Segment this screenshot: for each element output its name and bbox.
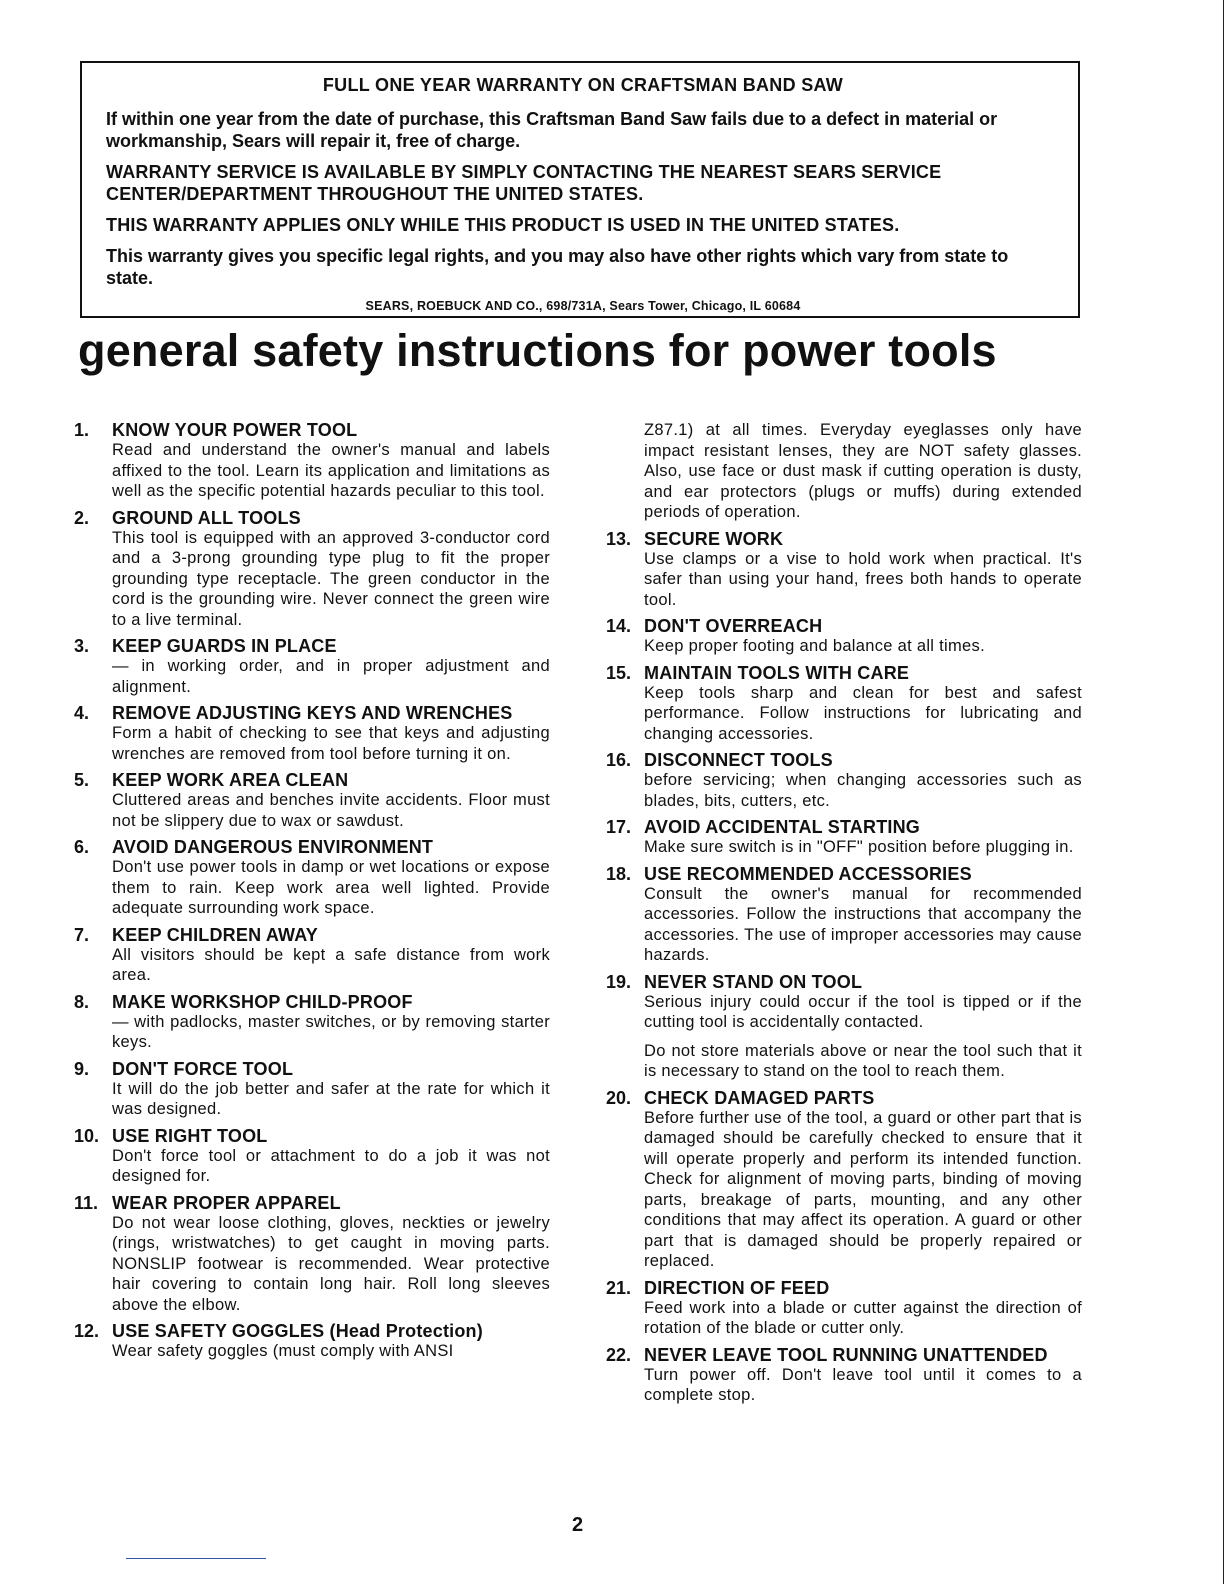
item-text: All visitors should be kept a safe distance from work area.: [112, 945, 550, 984]
item-heading: DISCONNECT TOOLS: [644, 750, 833, 770]
item-heading: MAINTAIN TOOLS WITH CARE: [644, 662, 910, 683]
item-number: 9.: [74, 1058, 90, 1079]
item-heading: KEEP WORK AREA CLEAN: [112, 770, 349, 790]
item-heading: AVOID DANGEROUS ENVIRONMENT: [112, 837, 434, 857]
safety-item: [606, 529, 1082, 611]
safety-item: [606, 864, 1082, 966]
safety-item: [74, 992, 550, 1053]
item-heading: CHECK DAMAGED PARTS: [644, 1087, 875, 1108]
item-text: Cluttered areas and benches invite accidents. Floor must not be slippery due to wax or sawdust.: [112, 791, 550, 830]
warranty-box: [80, 61, 1080, 318]
item-text: Serious injury could occur if the tool is tipped or if the cutting tool is accidentally contacted.: [644, 992, 1082, 1031]
safety-item: [74, 1126, 550, 1187]
item-text: Before further use of the tool, a guard or other part that is damaged should be carefully checked to ensure that it will operate properly and perform its intended function. Check for alignment of moving parts, binding of moving parts, breakage of parts, mounting, and any other conditions that may affect its operation. A guard or other part that is damaged should be properly repaired or replaced.: [644, 1108, 1082, 1270]
safety-item: [606, 1345, 1082, 1406]
item-heading: KEEP GUARDS IN PLACE: [112, 636, 337, 656]
item-number: 15.: [606, 662, 632, 683]
safety-item: [606, 817, 1082, 858]
item-heading: DIRECTION OF FEED: [644, 1277, 830, 1298]
safety-item: [74, 703, 550, 764]
warranty-rights-paragraph: This warranty gives you specific legal rights, and you may also have other rights which vary from state to state.: [106, 246, 1009, 288]
item-text: Keep tools sharp and clean for best and safest performance. Follow instructions for lubricating and changing accessories.: [644, 683, 1082, 743]
item-number: 3.: [74, 636, 90, 656]
item-extra-text: Do not store materials above or near the tool such that it is necessary to stand on the tool to reach them.: [644, 1041, 1082, 1080]
item-heading: GROUND ALL TOOLS: [112, 507, 301, 528]
item-text: Use clamps or a vise to hold work when practical. It's safer than using your hand, frees both hands to operate tool.: [644, 549, 1082, 609]
item-number: 17.: [606, 817, 632, 837]
item-number: 13.: [606, 528, 632, 549]
item-text: Do not wear loose clothing, gloves, neckties or jewelry (rings, wristwatches) to get caught in moving parts. NONSLIP footwear is recommended. Wear protective hair covering to contain long hair. Roll long sleeves above the elbow.: [112, 1213, 550, 1314]
page-title: general safety instructions for power tools: [78, 325, 997, 376]
item-number: 2.: [74, 507, 90, 528]
item-text: Keep proper footing and balance at all times.: [644, 637, 985, 655]
warranty-usage-paragraph: THIS WARRANTY APPLIES ONLY WHILE THIS PRODUCT IS USED IN THE UNITED STATES.: [106, 215, 900, 235]
item-heading: REMOVE ADJUSTING KEYS AND WRENCHES: [112, 703, 513, 723]
item-heading: DON'T FORCE TOOL: [112, 1058, 294, 1079]
item-text: Turn power off. Don't leave tool until it comes to a complete stop.: [644, 1365, 1082, 1404]
left-column: [74, 420, 550, 1368]
item-heading: DON'T OVERREACH: [644, 616, 823, 636]
item-text: before servicing; when changing accessories such as blades, bits, cutters, etc.: [644, 771, 1082, 810]
safety-item: [74, 925, 550, 986]
item-text: Don't force tool or attachment to do a job it was not designed for.: [112, 1146, 550, 1185]
item-heading: NEVER STAND ON TOOL: [644, 971, 863, 992]
safety-item: [74, 420, 550, 502]
item-number: 19.: [606, 971, 632, 992]
item-text: Wear safety goggles (must comply with ANSI: [112, 1342, 454, 1360]
safety-item: [606, 616, 1082, 657]
item-text: — in working order, and in proper adjustment and alignment.: [112, 657, 550, 696]
safety-item: [606, 750, 1082, 811]
item-number: 10.: [74, 1125, 100, 1146]
item-number: 4.: [74, 703, 90, 723]
safety-item: [74, 837, 550, 919]
item-number: 16.: [606, 750, 632, 770]
safety-item: [606, 1278, 1082, 1339]
item-heading: NEVER LEAVE TOOL RUNNING UNATTENDED: [644, 1344, 1048, 1365]
item-heading: WEAR PROPER APPAREL: [112, 1192, 341, 1213]
item-heading: KEEP CHILDREN AWAY: [112, 924, 318, 945]
safety-item: [74, 1193, 550, 1316]
item-text: — with padlocks, master switches, or by removing starter keys.: [112, 1012, 550, 1051]
item-text: Read and understand the owner's manual and labels affixed to the tool. Learn its application and limitations as well as the specific potential hazards peculiar to this tool.: [112, 441, 550, 500]
item-text: Feed work into a blade or cutter against the direction of rotation of the blade or cutter only.: [644, 1298, 1082, 1337]
safety-item: [74, 636, 550, 697]
warranty-address: SEARS, ROEBUCK AND CO., 698/731A, Sears Tower, Chicago, IL 60684: [365, 299, 801, 313]
item-text: Don't use power tools in damp or wet locations or expose them to rain. Keep work area well lighted. Provide adequate surrounding work space.: [112, 858, 550, 917]
item-heading: USE SAFETY GOGGLES (Head Protection): [112, 1321, 483, 1341]
item-text: This tool is equipped with an approved 3-conductor cord and a 3-prong grounding type plug to fit the proper grounding type receptacle. The green conductor in the cord is the grounding wire. Never connect the green wire to a live terminal.: [112, 528, 550, 629]
item-heading: USE RECOMMENDED ACCESSORIES: [644, 863, 972, 884]
item-text: Consult the owner's manual for recommended accessories. Follow the instructions that accompany the accessories. The use of improper accessories may cause hazards.: [644, 884, 1082, 964]
item-number: 8.: [74, 991, 90, 1012]
safety-item: [74, 508, 550, 631]
item-number: 5.: [74, 770, 90, 790]
safety-item: [606, 972, 1082, 1082]
item-text: It will do the job better and safer at the rate for which it was designed.: [112, 1079, 550, 1118]
item-number: 6.: [74, 837, 90, 857]
item-number: 14.: [606, 616, 632, 636]
footer-rule: [126, 1558, 266, 1559]
warranty-paragraph: If within one year from the date of purchase, this Craftsman Band Saw fails due to a defect in material or workmanship, Sears will repair it, free of charge.: [106, 109, 998, 151]
item-number: 21.: [606, 1277, 632, 1298]
safety-item: [74, 1321, 550, 1362]
item-number: 18.: [606, 863, 632, 884]
item-number: 11.: [74, 1192, 99, 1213]
item-number: 20.: [606, 1087, 632, 1108]
item-number: 12.: [74, 1321, 100, 1341]
item-heading: SECURE WORK: [644, 528, 784, 549]
item-text: Form a habit of checking to see that keys and adjusting wrenches are removed from tool before turning it on.: [112, 724, 550, 763]
safety-item: [606, 1088, 1082, 1272]
page-number: 2: [572, 1514, 584, 1536]
warranty-service-paragraph: WARRANTY SERVICE IS AVAILABLE BY SIMPLY CONTACTING THE NEAREST SEARS SERVICE CENTER/DEPARTMENT THROUGHOUT THE UNITED STATES.: [106, 162, 942, 204]
item-number: 22.: [606, 1344, 632, 1365]
item-heading: AVOID ACCIDENTAL STARTING: [644, 817, 920, 837]
item-text: Make sure switch is in "OFF" position before plugging in.: [644, 838, 1074, 856]
item-number: 1.: [74, 420, 90, 440]
item-number: 7.: [74, 924, 90, 945]
right-column: [606, 420, 1082, 1412]
safety-item: [606, 663, 1082, 745]
safety-item: [74, 770, 550, 831]
item-heading: KNOW YOUR POWER TOOL: [112, 420, 358, 440]
item-continuation-text: Z87.1) at all times. Everyday eyeglasses only have impact resistant lenses, they are NOT safety glasses. Also, use face or dust mask if cutting operation is dusty, and ear protectors (plugs or muffs) during extended periods of operation.: [644, 421, 1082, 521]
item-heading: USE RIGHT TOOL: [112, 1125, 268, 1146]
warranty-title: FULL ONE YEAR WARRANTY ON CRAFTSMAN BAND SAW: [322, 75, 844, 95]
item-heading: MAKE WORKSHOP CHILD-PROOF: [112, 991, 413, 1012]
safety-item: [74, 1059, 550, 1120]
